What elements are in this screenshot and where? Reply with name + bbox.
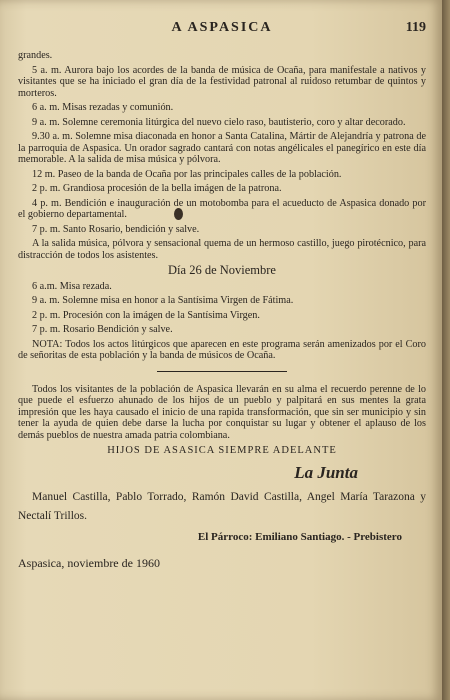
program-line: 12 m. Paseo de la banda de Ocaña por las principales calles de la población. [32,168,342,180]
program-line: 9 a. m. Solemne ceremonia litúrgica del nuevo cielo raso, bautisterio, coro y altar decorado. [32,116,406,128]
page-body [18,50,426,572]
program-line: 6 a.m. Misa rezada. [32,280,112,292]
closing-paragraph: Todos los visitantes de la población de Aspasica llevarán en su alma el recuerdo perenne de lo que puede el esfuerzo ahunado de los hijos de un pueblo y palpitará en sus mentes la grata impresión que les haya causado el inicio de una rapida transformación, que sin ser municipio y sin tener la ayuda de quien debe darse la lucha por conquistar su lugar y obtener el aplauso de los demás pueblos de nuestra amada patria colombiana. [18,383,426,441]
program-line: 6 a. m. Misas rezadas y comunión. [32,102,174,113]
program-line: 2 p. m. Grandiosa procesión de la bella imágen de la patrona. [32,183,282,194]
program-line: 7 p. m. Santo Rosario, bendición y salve. [32,223,200,235]
page-edge [442,0,450,700]
program-line: 7 p. m. Rosario Bendición y salve. [32,324,173,335]
note: NOTA: Todos los actos litúrgicos que aparecen en este programa serán amenizados por el Coro de señoritas de esta población y la banda de músicos de Ocaña. [18,338,426,361]
program-line: A la salida música, pólvora y sensacional quema de un hermoso castillo, juego pirotécnico, para distracción de todos los asistentes. [18,238,426,261]
page-header [18,20,426,40]
program-line: grandes. [18,50,53,61]
running-title: A ASPASICA [171,20,273,35]
signature: La Junta [294,462,358,482]
program-line: 5 a. m. Aurora bajo los acordes de la banda de música de Ocaña, para manifestale a nativos y visitantes que se ha iniciado el gran día de la festividad patronal al ruidoso retumbar de quintos y morteros. [18,64,426,99]
members-list: Manuel Castilla, Pablo Torrado, Ramón David Castilla, Angel María Tarazona y Nectalí Trillos. [18,491,426,522]
divider [157,371,287,372]
program-line: 9 a. m. Solemne misa en honor a la Santísima Virgen de Fátima. [32,295,294,306]
program-line: 2 p. m. Procesión con la imágen de la Santísima Virgen. [32,309,260,321]
day-heading: Día 26 de Noviembre [168,263,276,277]
program-line: 4 p. m. Bendición e inauguración de un motobomba para el acueducto de Aspasica donado por el gobierno departamental. [18,197,426,220]
parroco-line: El Párroco: Emiliano Santiago. - Prebistero [197,531,402,543]
motto: HIJOS DE ASASICA SIEMPRE ADELANTE [107,445,337,456]
page-number: 119 [405,20,426,35]
date-line: Aspasica, noviembre de 1960 [18,555,160,570]
program-line: 9.30 a. m. Solemne misa diaconada en honor a Santa Catalina, Mártir de Alejandría y patrona de la parroquia de Aspasica. Un orador sagrado cantará con notas angélicales el panegírico en este día memorable. A la salida de misa música y pólvora. [18,131,426,165]
